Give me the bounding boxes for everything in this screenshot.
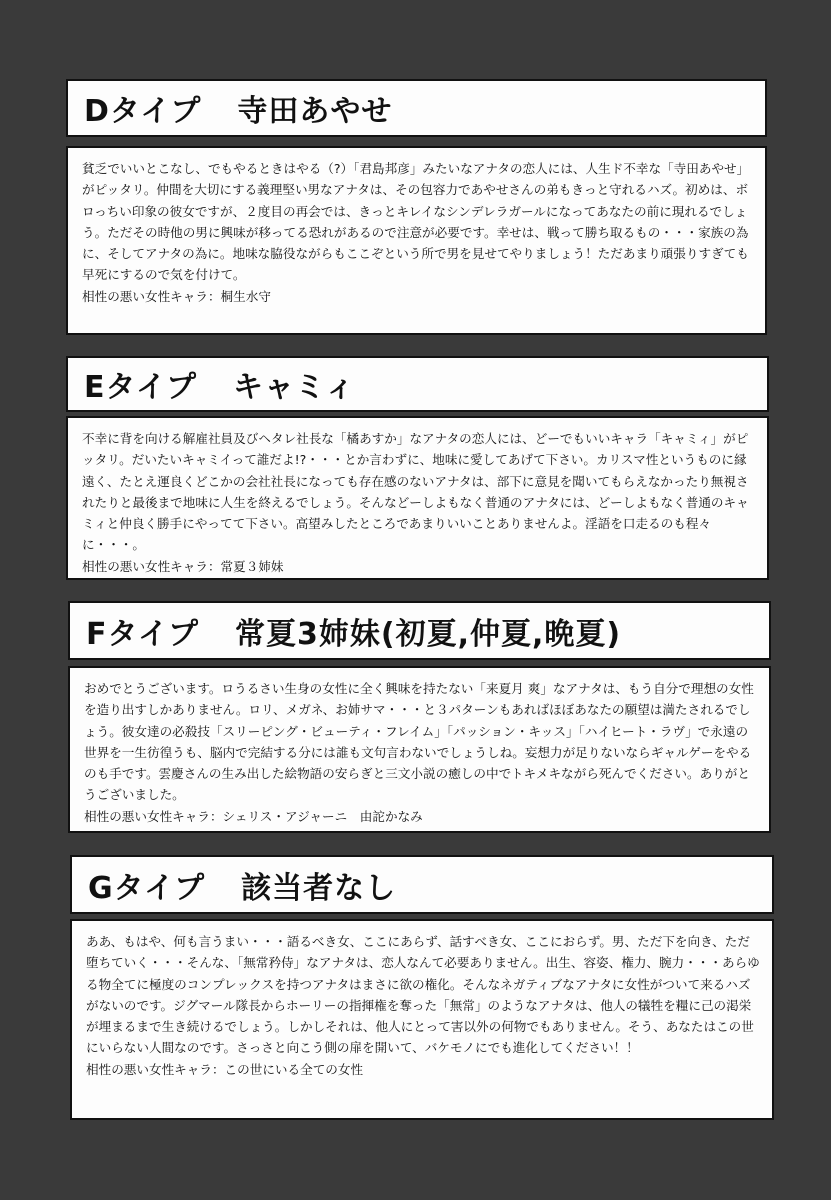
section-d-box: [66, 146, 767, 335]
section-g: [70, 855, 774, 1120]
section-e-box: [66, 416, 769, 580]
section-e-name: キャミィ: [233, 370, 356, 405]
section-d-bad-match: 相性の悪い女性キャラ：桐生水守: [82, 288, 271, 304]
section-g-box: [70, 919, 774, 1120]
section-e: [66, 356, 769, 580]
section-f-header: [68, 601, 771, 660]
section-g-bad-match: 相性の悪い女性キャラ：この世にいる全ての女性: [86, 1061, 364, 1077]
section-d-name: 寺田あやせ: [237, 94, 393, 129]
section-d-type: Dタイプ: [84, 94, 202, 129]
section-f-bad-match: 相性の悪い女性キャラ：シェリス・アジャーニ 由詑かなみ: [84, 808, 423, 824]
section-e-body: 不幸に背を向ける解雇社員及びヘタレ社長な「橘あすか」なアナタの恋人には、どーでもいいキャラ「キャミィ」がピッタリ。だいたいキャミイって誰だよ!?・・・とか言わずに、地味に愛してあげて下さい。カリスマ性というものに縁遠く、たとえ運良くどこかの会社社長になっても存在感のないアナタは、部下に意見を聞いてもらえなかったり無視されたりと最後まで地味に人生を終えるでしょう。そんなどーしよもなく普通のアナタには、どーしよもなく普通のキャミィと仲良く勝手にやってて下さい。高望みしたところであまりいいことありませんよ。淫語を口走るのも程々に・・・。: [82, 431, 749, 553]
section-e-type: Eタイプ: [84, 370, 197, 405]
section-g-body: ああ、もはや、何も言うまい・・・語るべき女、ここにあらず、話すべき女、ここにおらず。男、ただ下を向き、ただ堕ちていく・・・そんな、「無常矜侍」なアナタは、恋人なんて必要ありません。出生、容姿、権力、腕力・・・あらゆる物全てに極度のコンプレックスを持つアナタはまさに欲の権化。そんなネガティブなアナタに女性がついて来るハズがないのです。ジグマール隊長からホーリーの指揮権を奪った「無常」のようなアナタは、他人の犠牲を糧に己の渇栄が埋まるまで生き続けるでしょう。しかしそれは、他人にとって害以外の何物でもありません。そう、あなたはこの世にいらない人間なのです。さっさと向こう側の扉を開いて、バケモノにでも進化してください！！: [86, 934, 760, 1056]
section-f-name: 常夏3姉妹(初夏,仲夏,晩夏): [235, 616, 622, 652]
section-e-header: [66, 356, 769, 412]
section-f: [68, 601, 771, 833]
section-f-box: [68, 666, 771, 833]
section-g-type: Gタイプ: [88, 870, 206, 906]
section-d-body: 貧乏でいいとこなし、でもやるときはやる（?）「君島邦彦」みたいなアナタの恋人には、人生ド不幸な「寺田あやせ」がピッタリ。仲間を大切にする義理堅い男なアナタは、その包容力であやせさんの弟もきっと守れるハズ。初めは、ボロっちい印象の彼女ですが、２度目の再会では、きっとキレイなシンデレラガールになってあなたの前に現れるでしょう。ただその時他の男に興味が移ってる恐れがあるので注意が必要です。幸せは、戦って勝ち取るもの・・・家族の為に、そしてアナタの為に。地味な脇役ながらもここぞという所で男を見せてやりましょう！ただあまり頑張りすぎても早死にするので気を付けて。: [82, 161, 750, 283]
section-e-bad-match: 相性の悪い女性キャラ：常夏３姉妹: [82, 558, 284, 574]
section-g-name: 該当者なし: [241, 870, 397, 906]
section-d: [66, 79, 767, 335]
section-f-body: おめでとうございます。ロうるさい生身の女性に全く興味を持たない「来夏月 爽」なアナタは、もう自分で理想の女性を造り出すしかありません。ロリ、メガネ、お姉サマ・・・と３パターンもあればほぼあなたの願望は満たされるでしょう。彼女達の必殺技「スリーピング・ビューティ・フレイム」「パッション・キッス」「ハイヒート・ラヴ」で永遠の世界を一生彷徨うも、脳内で完結する分には誰も文句言わないでしょうしね。妄想力が足りないならギャルゲーをやるのも手です。雲慶さんの生み出した絵物語の安らぎと三文小説の癒しの中でトキメキながら死んでください。ありがとうございました。: [84, 681, 754, 803]
section-d-header: [66, 79, 767, 137]
section-g-header: [70, 855, 774, 914]
section-f-type: Fタイプ: [86, 616, 199, 652]
